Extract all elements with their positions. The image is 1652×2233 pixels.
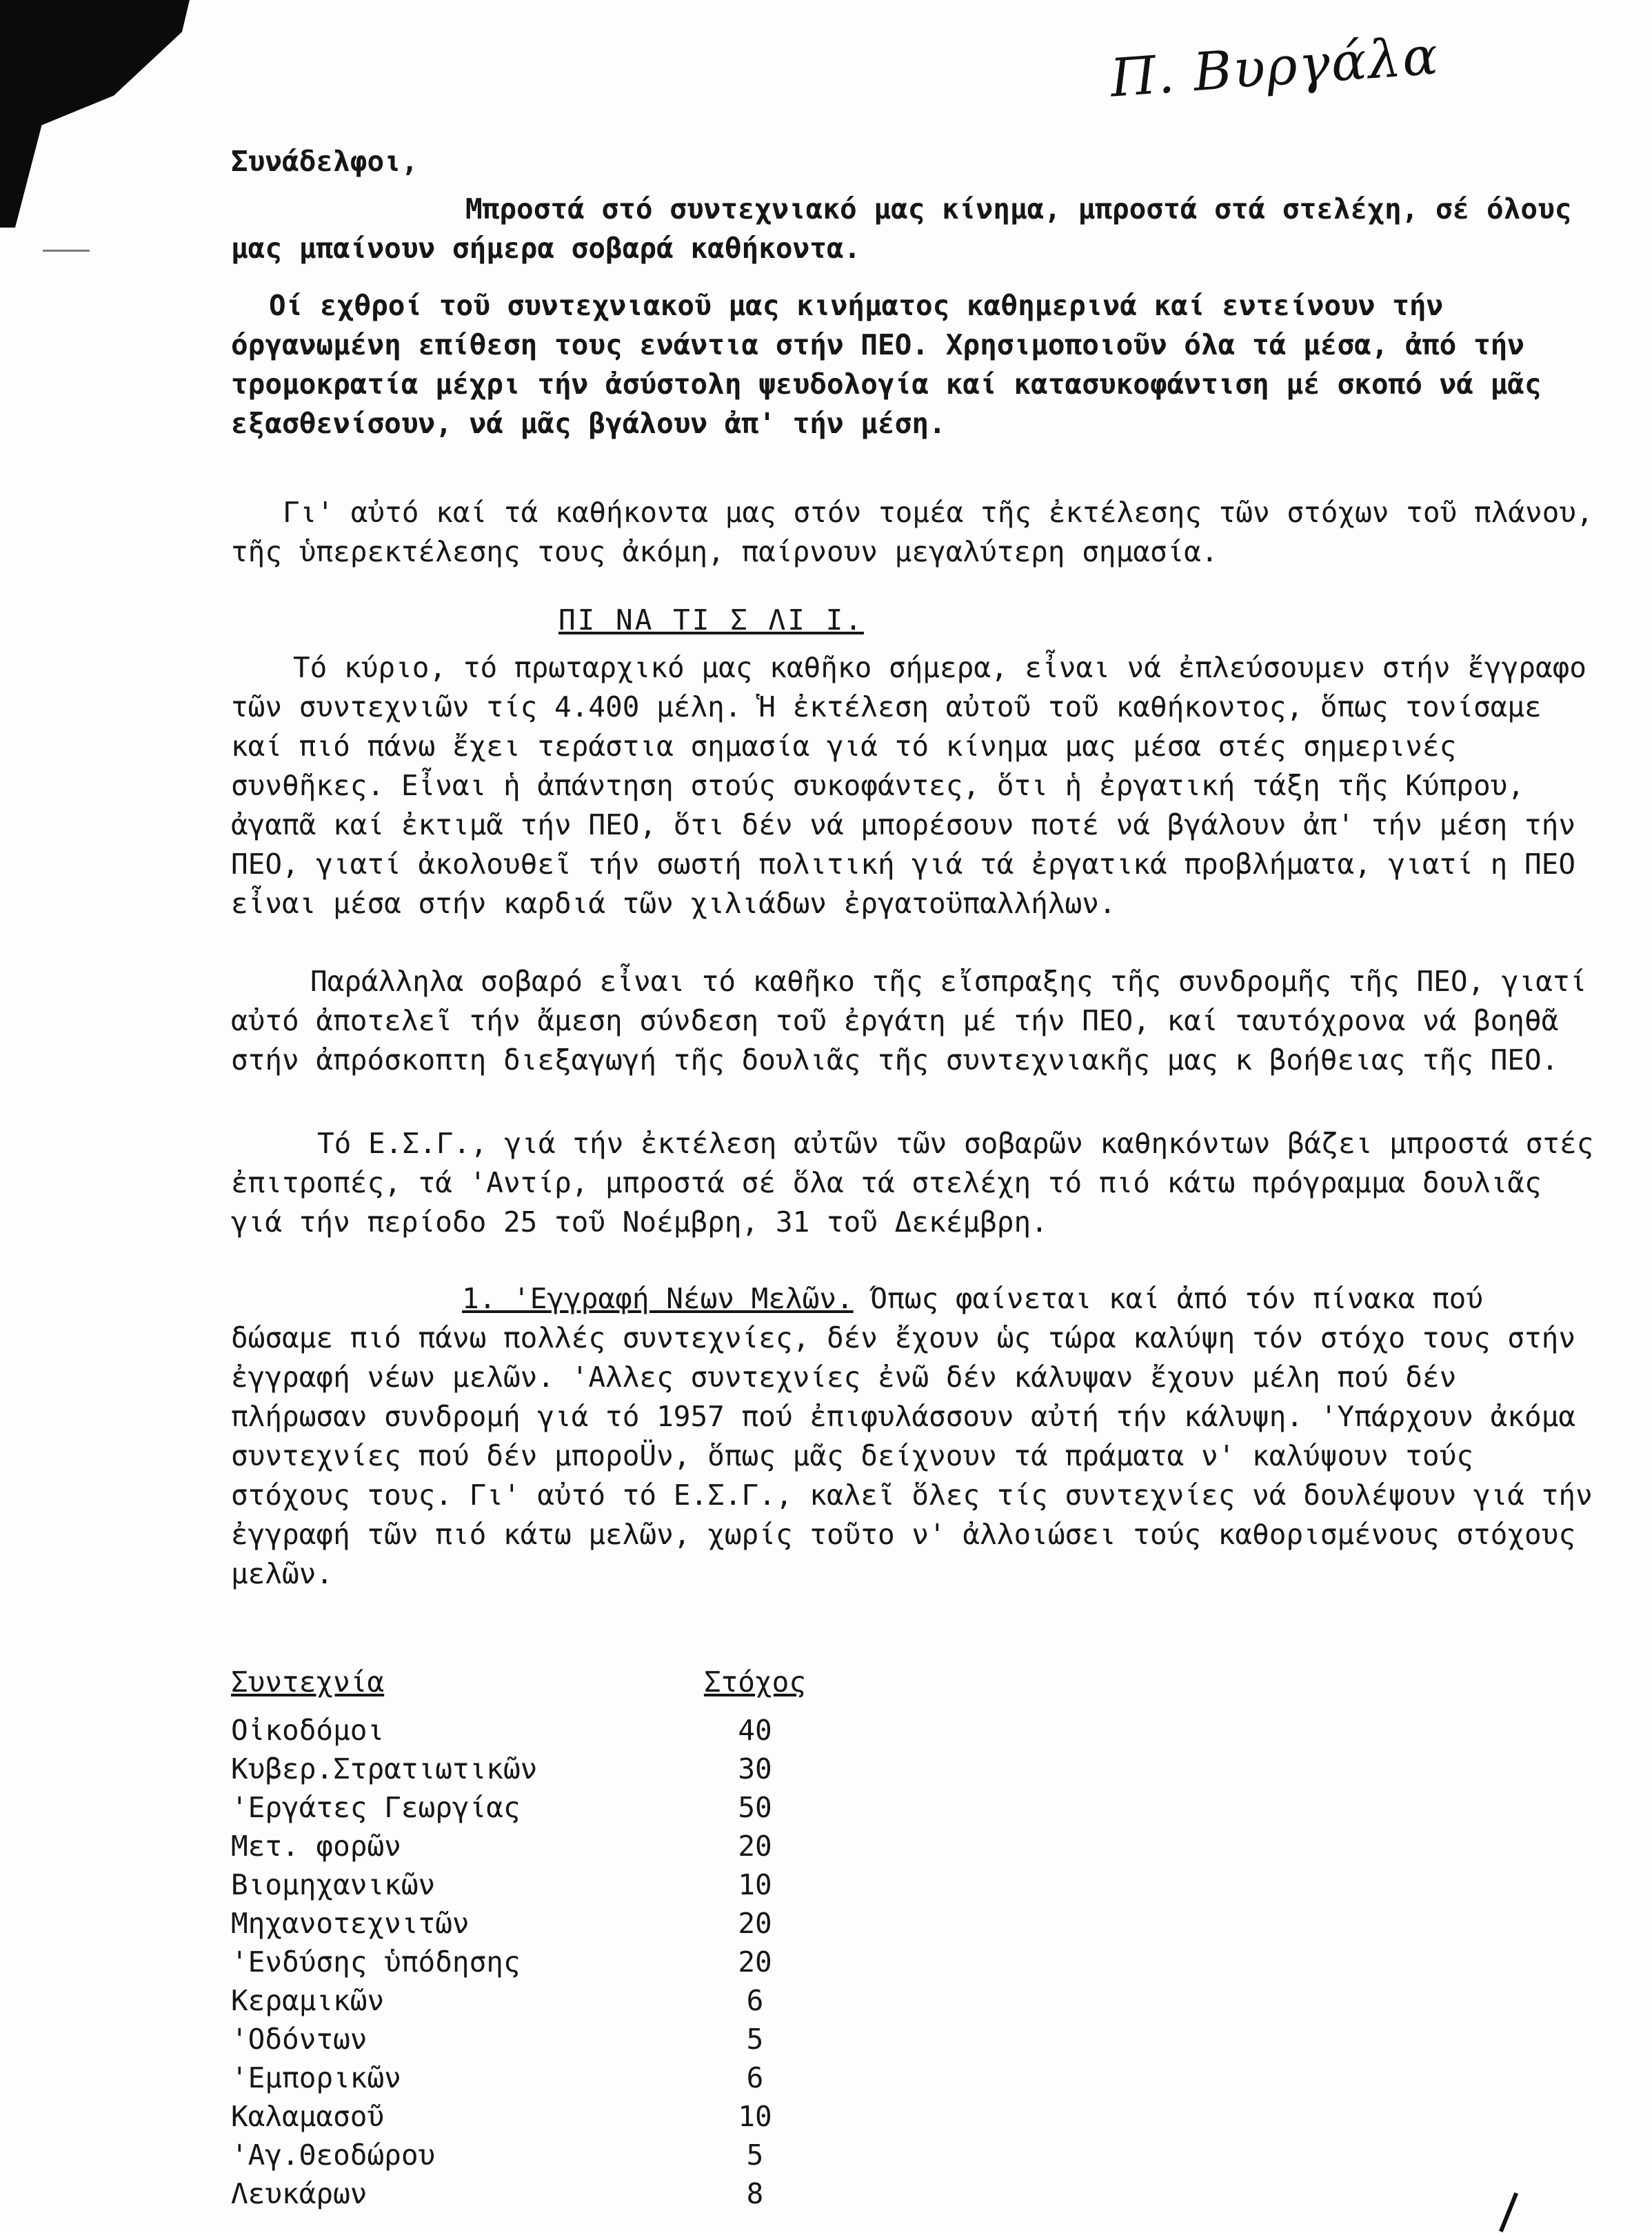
union-name: Οἰκοδόμοι [231, 1714, 385, 1747]
union-name: Καλαμασοῦ [231, 2100, 385, 2133]
scan-blot [0, 0, 190, 228]
subsection-body: Όπως φαίνεται καί ἀπό τόν πίνακα πού δώσαμε πιό πάνω πολλές συντεχνίες, δέν ἔχουν ὡς τώρα καλύψη τόν στόχο τους στήν ἐγγραφή νέων μελῶν. 'Αλλες συντεχνίες ἐνῶ δέν κάλυψαν ἔχουν μέλη πού δέν πλήρωσαν συνδρομή γιά τό 1957 πού ἐπιφυλάσσουν αὐτή τήν κάλυψη. 'Υπάρχουν ἀκόμα συντεχνίες πού δέν μποροÜν, ὅπως μᾶς δείχνουν τά πράματα ν' καλύψουν τούς στόχους τους. Γι' αὐτό τό Ε.Σ.Γ., καλεῖ ὅλες τίς συντεχνίες νά δουλέψουν γιά τήν ἐγγραφή τῶν πιό κάτω μελῶν, χωρίς τοῦτο ν' ἀλλοιώσει τούς καθορισμένους στόχους μελῶν. [231, 1282, 1610, 1590]
union-name: 'Ενδύσης ὑπόδησης [231, 1945, 521, 1979]
target-value: 5 [746, 2023, 764, 2056]
table-row [231, 1827, 831, 1865]
target-value: 10 [738, 2100, 772, 2133]
paragraph-5: Παράλληλα σοβαρό εἶναι τό καθῆκο τῆς εἴσπραξης τῆς συνδρομῆς τῆς ΠΕΟ, γιατί αὐτό ἀποτελεῖ τήν ἄμεση σύνδεση τοῦ ἐργάτη μέ τήν ΠΕΟ, καί ταυτόχρονα νά βοηθᾶ στήν ἀπρόσκοπτη διεξαγωγή τῆς δουλιᾶς τῆς συντεχνιακῆς μας κ βοήθειας τῆς ΠΕΟ. [231, 965, 1604, 1077]
target-value: 8 [746, 2177, 764, 2210]
table-row [231, 1943, 831, 1981]
paragraph-2: Οί εχθροί τοῦ συντεχνιακοῦ μας κινήματος καθημερινά καί εντείνουν τήν όργανωμένη επίθεση τους ενάντια στήν ΠΕΟ. Χρησιμοποιοῦν όλα τά μέσα, ἀπό τήν τρομοκρατία μέχρι τήν ἀσύστολη ψευδολογία καί κατασυκοφάντιση μέ σκοπό νά μᾶς εξασθενίσουν, νά μᾶς βγάλουν ἀπ' τήν μέση. [231, 289, 1559, 440]
section-heading: ΠΙ ΝΑ ΤΙ Σ ΛΙ Ι. [558, 603, 864, 637]
target-value: 20 [738, 1907, 772, 1940]
subsection-paragraph [231, 1279, 1610, 1594]
union-name: Κυβερ.Στρατιωτικῶν [231, 1752, 538, 1785]
target-value: 10 [738, 1868, 772, 1901]
target-value: 6 [746, 1984, 764, 2017]
salutation: Συνάδελφοι, [231, 145, 419, 178]
table-row [231, 2020, 831, 2059]
target-value: 20 [738, 1945, 772, 1979]
table-header-row [231, 1662, 831, 1711]
table-row [231, 1711, 831, 1750]
handwritten-note: Π. Βυργάλα [1108, 24, 1442, 109]
paragraph-1: Μπροστά στό συντεχνιακό μας κίνημα, μπροστά στά στελέχη, σέ όλους μας μπαίνουν σήμερα σοβαρά καθήκοντα. [231, 192, 1589, 265]
target-value: 30 [738, 1752, 772, 1785]
scan-margin-dash [43, 250, 90, 252]
table-row [231, 1904, 831, 1943]
union-name: 'Εμπορικῶν [231, 2061, 401, 2094]
union-name: Μηχανοτεχνιτῶν [231, 1907, 470, 1940]
union-name: 'Εργάτες Γεωργίας [231, 1791, 521, 1824]
union-name: Μετ. φορῶν [231, 1830, 401, 1863]
targets-table [231, 1662, 831, 2213]
target-value: 20 [738, 1830, 772, 1863]
union-name: Βιομηχανικῶν [231, 1868, 436, 1901]
scan-corner-mark [1499, 2192, 1518, 2232]
paragraph-4: Τό κύριο, τό πρωταρχικό μας καθῆκο σήμερα, εἶναι νά ἐπλεύσουμεν στήν ἔγγραφο τῶν συντεχνιῶν τίς 4.400 μέλη. Ἡ ἐκτέλεση αὐτοῦ τοῦ καθήκοντος, ὅπως τονίσαμε καί πιό πάνω ἔχει τεράστια σημασία γιά τό κίνημα μας μέσα στές σημερινές συνθῆκες. Εἶναι ἡ ἀπάντηση στούς συκοφάντες, ὅτι ἡ ἐργατική τάξη τῆς Κύπρου, ἀγαπᾶ καί ἐκτιμᾶ τήν ΠΕΟ, ὅτι δέν νά μπορέσουν ποτέ νά βγάλουν ἀπ' τήν μέση τήν ΠΕΟ, γιατί ἀκολουθεῖ τήν σωστή πολιτική γιά τά ἐργατικά προβλήματα, γιατί η ΠΕΟ εἶναι μέσα στήν καρδιά τῶν χιλιάδων ἐργατοϋπαλλήλων. [231, 651, 1604, 920]
table-row [231, 2059, 831, 2097]
table-row [231, 2097, 831, 2136]
paragraph-3: Γι' αὐτό καί τά καθήκοντα μας στόν τομέα τῆς ἐκτέλεσης τῶν στόχων τοῦ πλάνου, τῆς ὑπερεκτέλεσης τους ἀκόμη, παίρνουν μεγαλύτερη σημασία. [231, 496, 1611, 568]
target-value: 6 [746, 2061, 764, 2094]
target-value: 5 [746, 2139, 764, 2172]
table-row [231, 2174, 831, 2213]
target-value: 40 [738, 1714, 772, 1747]
table-row [231, 1865, 831, 1904]
union-name: Λευκάρων [231, 2177, 367, 2210]
paragraph-6: Τό Ε.Σ.Γ., γιά τήν ἐκτέλεση αὐτῶν τῶν σοβαρῶν καθηκόντων βάζει μπροστά στές ἐπιτροπές, τά 'Αντίρ, μπροστά σέ ὅλα τά στελέχη τό πιό κάτω πρόγραμμα δουλιᾶς γιά τήν περίοδο 25 τοῦ Νοέμβρη, 31 τοῦ Δεκέμβρη. [231, 1127, 1611, 1239]
table-row [231, 2136, 831, 2174]
subsection-title: 1. 'Εγγραφή Νέων Μελῶν. [462, 1282, 854, 1315]
union-name: Κεραμικῶν [231, 1984, 385, 2017]
column-header-union: Συντεχνία [231, 1665, 385, 1699]
table-row [231, 1788, 831, 1827]
union-name: 'Οδόντων [231, 2023, 367, 2056]
target-value: 50 [738, 1791, 772, 1824]
union-name: 'Αγ.Θεοδώρου [231, 2139, 436, 2172]
column-header-target: Στόχος [703, 1665, 807, 1699]
table-row [231, 1981, 831, 2020]
table-row [231, 1750, 831, 1788]
